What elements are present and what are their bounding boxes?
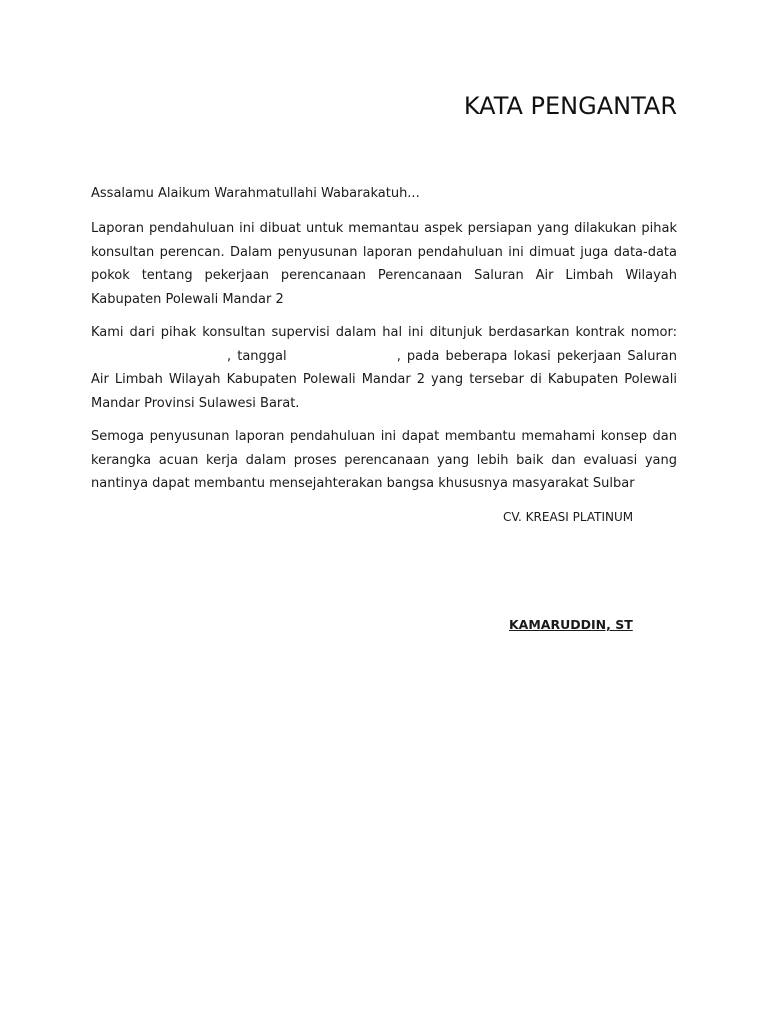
document-page — [91, 0, 677, 1024]
paragraph-closing: Semoga penyusunan laporan pendahuluan ini dapat membantu memahami konsep dan kerangka acuan kerja dalam proses perencanaan yang lebih baik dan evaluasi yang nantinya dapat membantu mensejahterakan bangsa khususnya masyarakat Sulbar — [91, 429, 677, 491]
company-name: CV. KREASI PLATINUM — [503, 510, 634, 524]
contract-text-start: Kami dari pihak konsultan supervisi dalam hal ini ditunjuk berdasarkan kontrak nomor: — [91, 325, 677, 340]
paragraph-contract — [91, 321, 677, 415]
signer-name: KAMARUDDIN, ST — [509, 617, 633, 632]
document-title: KATA PENGANTAR — [463, 92, 677, 120]
paragraph-intro: Laporan pendahuluan ini dibuat untuk memantau aspek persiapan yang dilakukan pihak konsultan perencan. Dalam penyusunan laporan pendahuluan ini dimuat juga data-data pokok tentang pekerjaan perencanaan Perencanaan Saluran Air Limbah Wilayah Kabupaten Polewali Mandar 2 — [91, 221, 677, 307]
contract-text-date-label: , tanggal — [227, 348, 287, 364]
contract-text-end: , pada beberapa lokasi pekerjaan Saluran Air Limbah Wilayah Kabupaten Polewali Mandar 2 yang tersebar di Kabupaten Polewali Mandar Provinsi Sulawesi Barat. — [91, 348, 677, 411]
greeting-text: Assalamu Alaikum Warahmatullahi Wabarakatuh... — [91, 186, 420, 201]
